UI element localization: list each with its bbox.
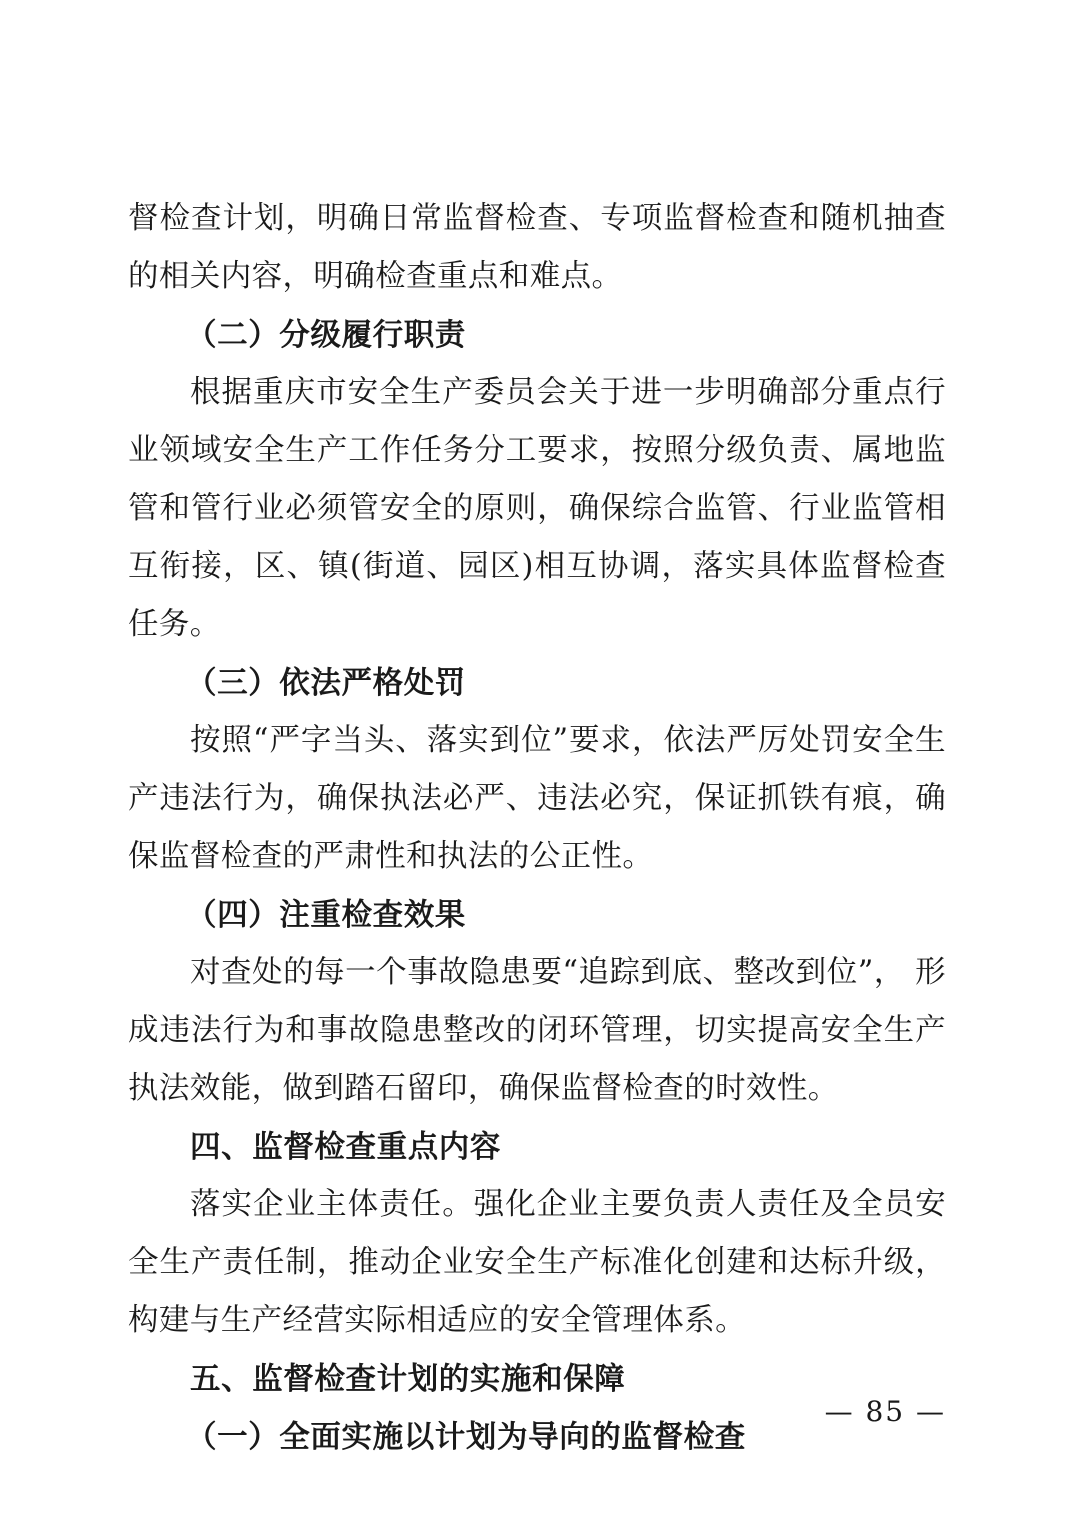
subheading-section-4: （四）注重检查效果 xyxy=(186,897,466,933)
heading-chapter-five: 五、监督检查计划的实施和保障 xyxy=(190,1361,626,1397)
paragraph-continued: 督检查计划，明确日常监督检查、专项监督检查和随机抽查的相关内容，明确检查重点和难点。 xyxy=(128,201,946,294)
paragraph-chapter-four-body: 落实企业主体责任。强化企业主要负责人责任及全员安全生产责任制，推动企业安全生产标准化创建和达标升级，构建与生产经营实际相适应的安全管理体系。 xyxy=(128,1187,946,1338)
paragraph-section-2-body: 根据重庆市安全生产委员会关于进一步明确部分重点行业领域安全生产工作任务分工要求，按照分级负责、属地监管和管行业必须管安全的原则，确保综合监管、行业监管相互衔接，区、镇(街道、园区)相互协调，落实具体监督检查任务。 xyxy=(128,375,946,642)
paragraph-section-3-body: 按照“严字当头、落实到位”要求，依法严厉处罚安全生产违法行为，确保执法必严、违法必究，保证抓铁有痕，确保监督检查的严肃性和执法的公正性。 xyxy=(128,723,946,874)
subheading-section-2: （二）分级履行职责 xyxy=(186,317,466,353)
heading-chapter-four: 四、监督检查重点内容 xyxy=(190,1129,501,1165)
page-number: — 85 — xyxy=(824,1395,946,1428)
subheading-section-3: （三）依法严格处罚 xyxy=(186,665,466,701)
paragraph-section-4-body: 对查处的每一个事故隐患要“追踪到底、整改到位”， 形成违法行为和事故隐患整改的闭环管理，切实提高安全生产执法效能，做到踏石留印，确保监督检查的时效性。 xyxy=(128,955,946,1106)
subheading-chapter-five-item-1: （一）全面实施以计划为导向的监督检查 xyxy=(186,1419,746,1455)
